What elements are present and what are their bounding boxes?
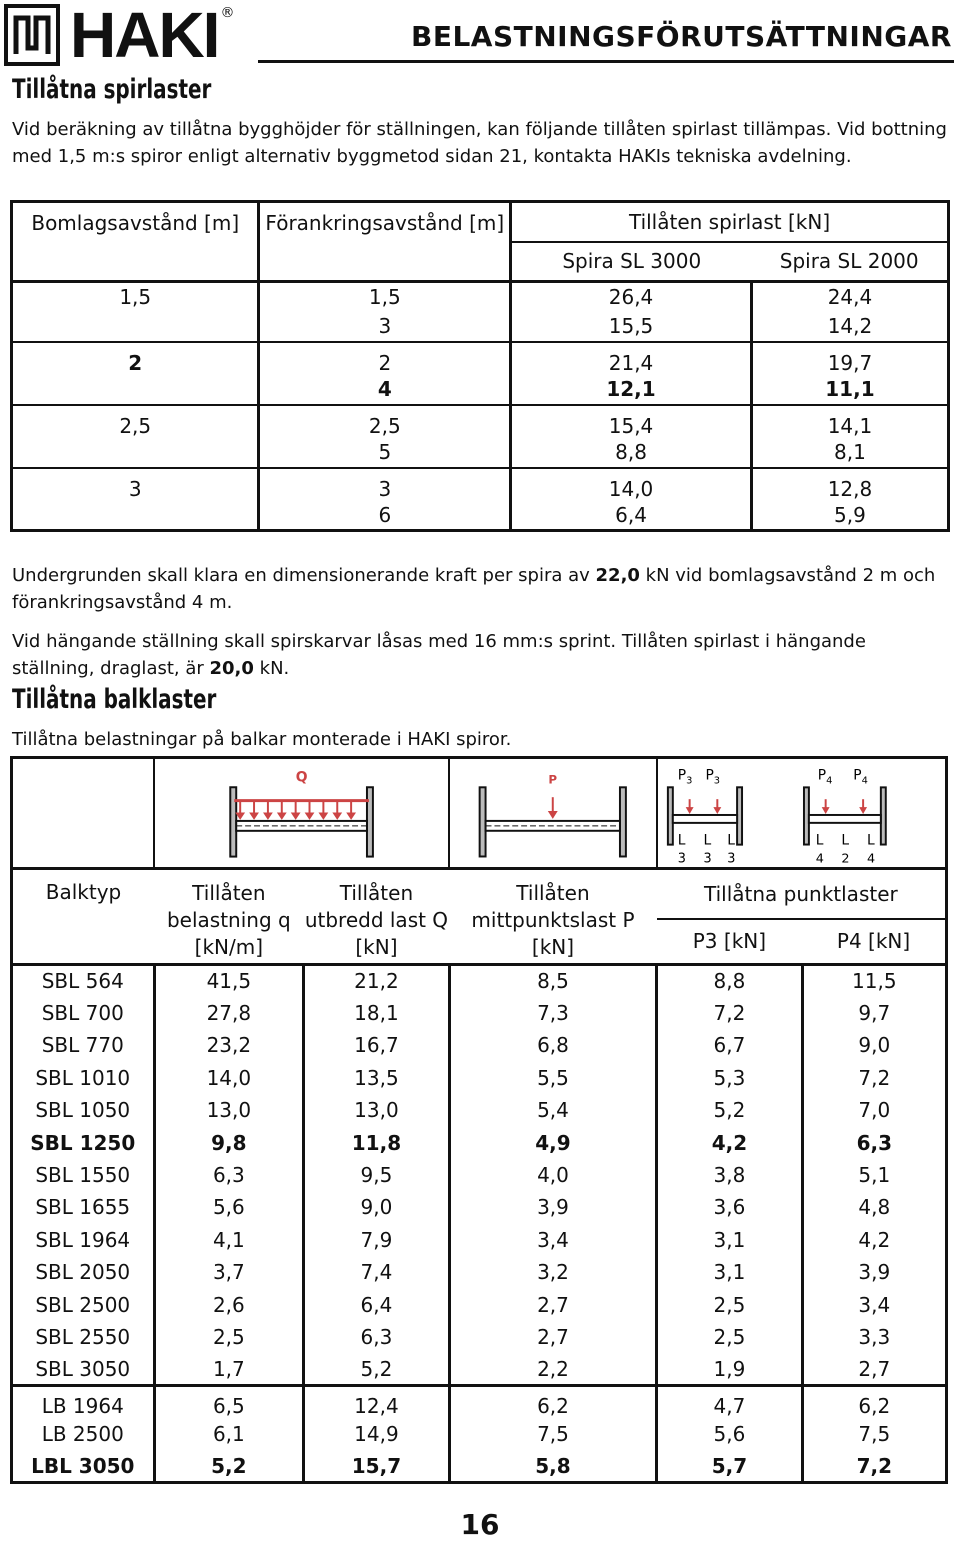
belastning-cell: 3,7 (154, 1256, 304, 1288)
p4-cell: 4,8 (802, 1191, 946, 1223)
belastning-cell: 27,8 (154, 997, 304, 1029)
p4-cell: 6,3 (802, 1126, 946, 1158)
belastning-cell: 9,8 (154, 1126, 304, 1158)
belastning-cell: 6,3 (154, 1159, 304, 1191)
mittpunkt-cell: 2,2 (449, 1353, 657, 1385)
p3-cell: 2,5 (657, 1321, 802, 1353)
beam-row (12, 965, 947, 997)
diagram-p3-load (657, 758, 802, 869)
diagram-p4-load (802, 758, 946, 869)
beam-row (12, 1450, 947, 1482)
p3-cell: 5,2 (657, 1094, 802, 1126)
col-spira-sl2000: Spira SL 2000 (751, 242, 948, 282)
balktyp-cell: SBL 1655 (12, 1191, 155, 1223)
balktyp-cell: SBL 2550 (12, 1321, 155, 1353)
p3-cell: 3,8 (657, 1159, 802, 1191)
sl3000-cell: 12,1 (511, 375, 752, 405)
belastning-cell: 14,0 (154, 1062, 304, 1094)
note-hangande: Vid hängande ställning skall spirskarvar låsas med 16 mm:s sprint. Tillåten spirlast i hängande ställning, draglast, är 20,0 kN. (12, 631, 866, 679)
svg-text:L: L (703, 832, 711, 849)
spire-row (12, 342, 949, 375)
balktyp-cell: SBL 700 (12, 997, 155, 1029)
page-header-title: BELASTNINGSFÖRUTSÄTTNINGAR (410, 20, 952, 53)
sl3000-cell: 15,5 (511, 312, 752, 342)
balktyp-cell: SBL 2500 (12, 1288, 155, 1320)
col-forankringsavstand: Förankringsavstånd [m] (259, 202, 511, 282)
diagram-midpoint-load (449, 758, 657, 869)
svg-text:L: L (841, 832, 850, 849)
mittpunkt-cell: 6,2 (449, 1386, 657, 1418)
p4-cell: 7,2 (802, 1062, 946, 1094)
forankring-cell: 1,5 (259, 282, 511, 312)
haki-logo (4, 0, 235, 71)
belastning-cell: 5,6 (154, 1191, 304, 1223)
utbredd-cell: 9,5 (304, 1159, 450, 1191)
svg-text:4: 4 (867, 851, 876, 867)
beam-row (12, 1386, 947, 1418)
spire-row (12, 312, 949, 342)
beam-row (12, 1094, 947, 1126)
p4-cell: 11,5 (802, 965, 946, 997)
belastning-cell: 1,7 (154, 1353, 304, 1385)
note-undergrund: Undergrunden skall klara en dimensionerande kraft per spira av 22,0 kN vid bomlagsavstånd 2 m och förankringsavstånd 4 m. (12, 565, 936, 613)
col-spira-sl3000: Spira SL 3000 (511, 242, 752, 282)
spire-row (12, 282, 949, 312)
utbredd-cell: 6,3 (304, 1321, 450, 1353)
midpoint-load-icon (450, 759, 656, 867)
balktyp-cell: SBL 1010 (12, 1062, 155, 1094)
balktyp-cell: SBL 1964 (12, 1224, 155, 1256)
forankring-cell: 3 (259, 312, 511, 342)
col-tillatna-punktlaster: Tillåtna punktlaster (657, 869, 947, 919)
p3-load-icon (658, 759, 802, 867)
svg-text:P3: $P_3$ (677, 767, 693, 787)
belastning-cell: 41,5 (154, 965, 304, 997)
utbredd-cell: 7,9 (304, 1224, 450, 1256)
p4-cell: 3,3 (802, 1321, 946, 1353)
utbredd-cell: 15,7 (304, 1450, 450, 1482)
svg-text:3: 3 (703, 851, 712, 867)
utbredd-cell: 9,0 (304, 1191, 450, 1223)
sl3000-cell: 21,4 (511, 342, 752, 375)
svg-text:Q: Q (295, 769, 308, 786)
col-tillaten-belastning: Tillåten belastning q [kN/m] (154, 869, 304, 965)
beam-row (12, 997, 947, 1029)
utbredd-cell: 13,0 (304, 1094, 450, 1126)
mittpunkt-cell: 5,5 (449, 1062, 657, 1094)
sl2000-cell: 14,1 (751, 405, 948, 438)
utbredd-cell: 14,9 (304, 1418, 450, 1450)
p4-cell: 6,2 (802, 1386, 946, 1418)
beam-row (12, 1159, 947, 1191)
section-title-balklaster: Tillåtna balklaster (12, 684, 217, 715)
spire-row (12, 405, 949, 438)
p3-cell: 7,2 (657, 997, 802, 1029)
belastning-cell: 4,1 (154, 1224, 304, 1256)
p4-cell: 7,2 (802, 1450, 946, 1482)
svg-text:L: L (726, 832, 735, 849)
sl3000-cell: 6,4 (511, 501, 752, 531)
p4-cell: 7,5 (802, 1418, 946, 1450)
p3-cell: 5,3 (657, 1062, 802, 1094)
belastning-cell: 5,2 (154, 1450, 304, 1482)
p3-cell: 2,5 (657, 1288, 802, 1320)
bomlag-cell (12, 438, 259, 468)
diagram-distributed-load (154, 758, 449, 869)
diagram-empty-cell (12, 758, 155, 869)
mittpunkt-cell: 2,7 (449, 1321, 657, 1353)
sl2000-cell: 19,7 (751, 342, 948, 375)
beam-row (12, 1029, 947, 1061)
sl2000-cell: 12,8 (751, 468, 948, 501)
bomlag-cell (12, 501, 259, 531)
haki-logo-icon (4, 4, 60, 66)
svg-text:4: 4 (815, 851, 825, 867)
svg-text:L: L (867, 832, 875, 849)
col-p3: P3 [kN] (657, 919, 802, 965)
header-rule (258, 60, 954, 63)
mittpunkt-cell: 4,9 (449, 1126, 657, 1158)
p4-cell: 9,7 (802, 997, 946, 1029)
forankring-cell: 2 (259, 342, 511, 375)
p4-cell: 4,2 (802, 1224, 946, 1256)
utbredd-cell: 12,4 (304, 1386, 450, 1418)
balktyp-cell: LBL 3050 (12, 1450, 155, 1482)
bomlag-cell: 2 (12, 342, 259, 375)
sl2000-cell: 24,4 (751, 282, 948, 312)
beam-row (12, 1126, 947, 1158)
mittpunkt-cell: 7,3 (449, 997, 657, 1029)
mittpunkt-cell: 8,5 (449, 965, 657, 997)
svg-text:L: L (815, 832, 824, 849)
col-bomlagsavstand: Bomlagsavstånd [m] (12, 202, 259, 282)
forankring-cell: 5 (259, 438, 511, 468)
balktyp-cell: SBL 1050 (12, 1094, 155, 1126)
belastning-cell: 23,2 (154, 1029, 304, 1061)
svg-text:P3: $P_3$ (705, 767, 720, 787)
p4-cell: 5,1 (802, 1159, 946, 1191)
belastning-cell: 6,5 (154, 1386, 304, 1418)
beam-row (12, 1224, 947, 1256)
p3-cell: 8,8 (657, 965, 802, 997)
forankring-cell: 3 (259, 468, 511, 501)
belastning-cell: 2,6 (154, 1288, 304, 1320)
beam-row (12, 1321, 947, 1353)
svg-text:P: P (548, 772, 558, 787)
balktyp-cell: SBL 564 (12, 965, 155, 997)
sl3000-cell: 15,4 (511, 405, 752, 438)
svg-text:P4: $P_4$ (817, 767, 833, 787)
beam-row (12, 1353, 947, 1385)
mittpunkt-cell: 2,7 (449, 1288, 657, 1320)
bomlag-cell: 2,5 (12, 405, 259, 438)
forankring-cell: 6 (259, 501, 511, 531)
sl2000-cell: 14,2 (751, 312, 948, 342)
bomlag-cell: 3 (12, 468, 259, 501)
utbredd-cell: 21,2 (304, 965, 450, 997)
section1-intro: Vid beräkning av tillåtna bygghöjder för ställningen, kan följande tillåten spirlast tillämpas. Vid bottning med 1,5 m:s spiror enligt alternativ byggmetod sidan 21, kontakta HAKIs tekniska avdelning. (12, 119, 947, 167)
col-tillaten-spirlast: Tillåten spirlast [kN] (511, 202, 949, 242)
mittpunkt-cell: 4,0 (449, 1159, 657, 1191)
spire-row (12, 501, 949, 531)
col-balktyp: Balktyp (12, 869, 155, 965)
sl3000-cell: 14,0 (511, 468, 752, 501)
svg-text:L: L (677, 832, 686, 849)
distributed-load-icon (155, 759, 448, 867)
balktyp-cell: LB 1964 (12, 1386, 155, 1418)
mittpunkt-cell: 3,9 (449, 1191, 657, 1223)
belastning-cell: 2,5 (154, 1321, 304, 1353)
mittpunkt-cell: 7,5 (449, 1418, 657, 1450)
p3-cell: 4,7 (657, 1386, 802, 1418)
bomlag-cell (12, 312, 259, 342)
svg-text:P4: $P_4$ (853, 767, 868, 787)
p3-cell: 3,1 (657, 1224, 802, 1256)
section2-intro: Tillåtna belastningar på balkar monterade i HAKI spiror. (12, 729, 512, 750)
mittpunkt-cell: 3,2 (449, 1256, 657, 1288)
spire-load-table (10, 200, 950, 532)
p3-cell: 3,1 (657, 1256, 802, 1288)
beam-row (12, 1062, 947, 1094)
section-title-spirlaster: Tillåtna spirlaster (12, 74, 212, 105)
mittpunkt-cell: 6,8 (449, 1029, 657, 1061)
p4-cell: 3,9 (802, 1256, 946, 1288)
utbredd-cell: 11,8 (304, 1126, 450, 1158)
sl2000-cell: 11,1 (751, 375, 948, 405)
balktyp-cell: SBL 1250 (12, 1126, 155, 1158)
p3-cell: 5,7 (657, 1450, 802, 1482)
sl3000-cell: 26,4 (511, 282, 752, 312)
col-p4: P4 [kN] (802, 919, 946, 965)
belastning-cell: 6,1 (154, 1418, 304, 1450)
col-tillaten-mittpunktslast: Tillåten mittpunktslast P [kN] (449, 869, 657, 965)
sl2000-cell: 8,1 (751, 438, 948, 468)
p4-cell: 7,0 (802, 1094, 946, 1126)
belastning-cell: 13,0 (154, 1094, 304, 1126)
p3-cell: 3,6 (657, 1191, 802, 1223)
utbredd-cell: 18,1 (304, 997, 450, 1029)
page-number: 16 (460, 1508, 500, 1541)
mittpunkt-cell: 5,8 (449, 1450, 657, 1482)
balktyp-cell: SBL 1550 (12, 1159, 155, 1191)
p3-cell: 5,6 (657, 1418, 802, 1450)
p4-load-icon (802, 759, 945, 867)
brand-name: HAKI (70, 0, 219, 71)
utbredd-cell: 5,2 (304, 1353, 450, 1385)
utbredd-cell: 6,4 (304, 1288, 450, 1320)
beam-row (12, 1256, 947, 1288)
forankring-cell: 2,5 (259, 405, 511, 438)
bomlag-cell: 1,5 (12, 282, 259, 312)
balktyp-cell: SBL 2050 (12, 1256, 155, 1288)
col-tillaten-utbredd-last: Tillåten utbredd last Q [kN] (304, 869, 450, 965)
p4-cell: 2,7 (802, 1353, 946, 1385)
bomlag-cell (12, 375, 259, 405)
balktyp-cell: LB 2500 (12, 1418, 155, 1450)
spire-row (12, 468, 949, 501)
svg-text:3: 3 (677, 851, 686, 867)
mittpunkt-cell: 5,4 (449, 1094, 657, 1126)
utbredd-cell: 16,7 (304, 1029, 450, 1061)
utbredd-cell: 7,4 (304, 1256, 450, 1288)
utbredd-cell: 13,5 (304, 1062, 450, 1094)
beam-row (12, 1288, 947, 1320)
mittpunkt-cell: 3,4 (449, 1224, 657, 1256)
p3-cell: 4,2 (657, 1126, 802, 1158)
spire-row (12, 375, 949, 405)
forankring-cell: 4 (259, 375, 511, 405)
balktyp-cell: SBL 3050 (12, 1353, 155, 1385)
beam-row (12, 1191, 947, 1223)
sl3000-cell: 8,8 (511, 438, 752, 468)
registered-mark: ® (220, 5, 235, 21)
svg-text:2: 2 (841, 851, 850, 867)
beam-load-table (10, 756, 948, 1484)
svg-text:3: 3 (726, 851, 736, 867)
beam-row (12, 1418, 947, 1450)
p3-cell: 1,9 (657, 1353, 802, 1385)
p3-cell: 6,7 (657, 1029, 802, 1061)
p4-cell: 3,4 (802, 1288, 946, 1320)
balktyp-cell: SBL 770 (12, 1029, 155, 1061)
spire-row (12, 438, 949, 468)
p4-cell: 9,0 (802, 1029, 946, 1061)
sl2000-cell: 5,9 (751, 501, 948, 531)
